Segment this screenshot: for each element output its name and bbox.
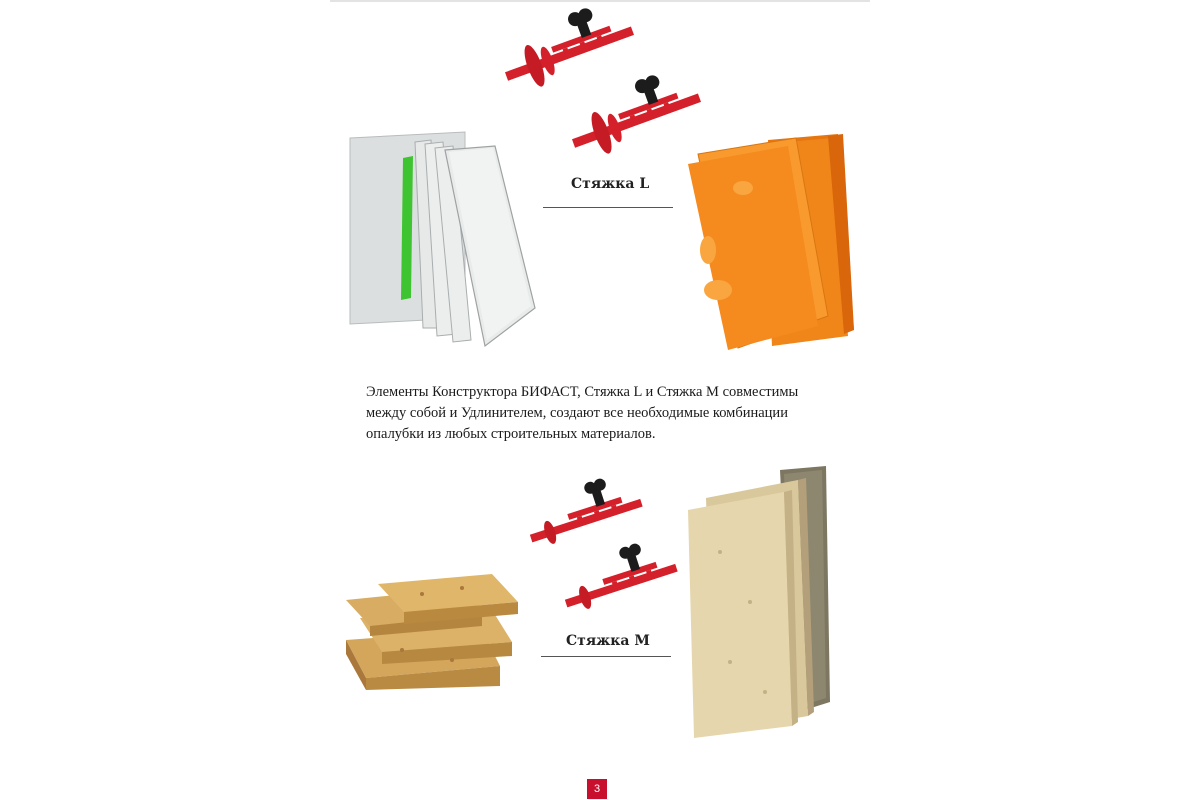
wood-fiber-board-icon bbox=[680, 462, 840, 740]
tie-l-label: Стяжка L bbox=[571, 176, 650, 192]
top-divider bbox=[330, 0, 870, 2]
tie-l-underline bbox=[543, 207, 673, 208]
description-line-2: между собой и Удлинителем, создают все необходимые комбинации bbox=[366, 405, 788, 421]
description-line-3: опалубки из любых строительных материалов. bbox=[366, 426, 656, 442]
tie-m-label: Стяжка M bbox=[566, 633, 650, 649]
description-line-1: Элементы Конструктора БИФАСТ, Стяжка L и Стяжка M совместимы bbox=[366, 384, 799, 400]
description-text bbox=[366, 382, 846, 445]
gray-panel-stack-icon bbox=[345, 128, 540, 348]
osb-board-stack-icon bbox=[342, 570, 532, 692]
tie-m-underline bbox=[541, 656, 671, 657]
orange-xps-panel-icon bbox=[668, 130, 863, 352]
formwork-tie-m-icon-2 bbox=[555, 540, 685, 625]
page-number-badge: 3 bbox=[587, 779, 607, 799]
